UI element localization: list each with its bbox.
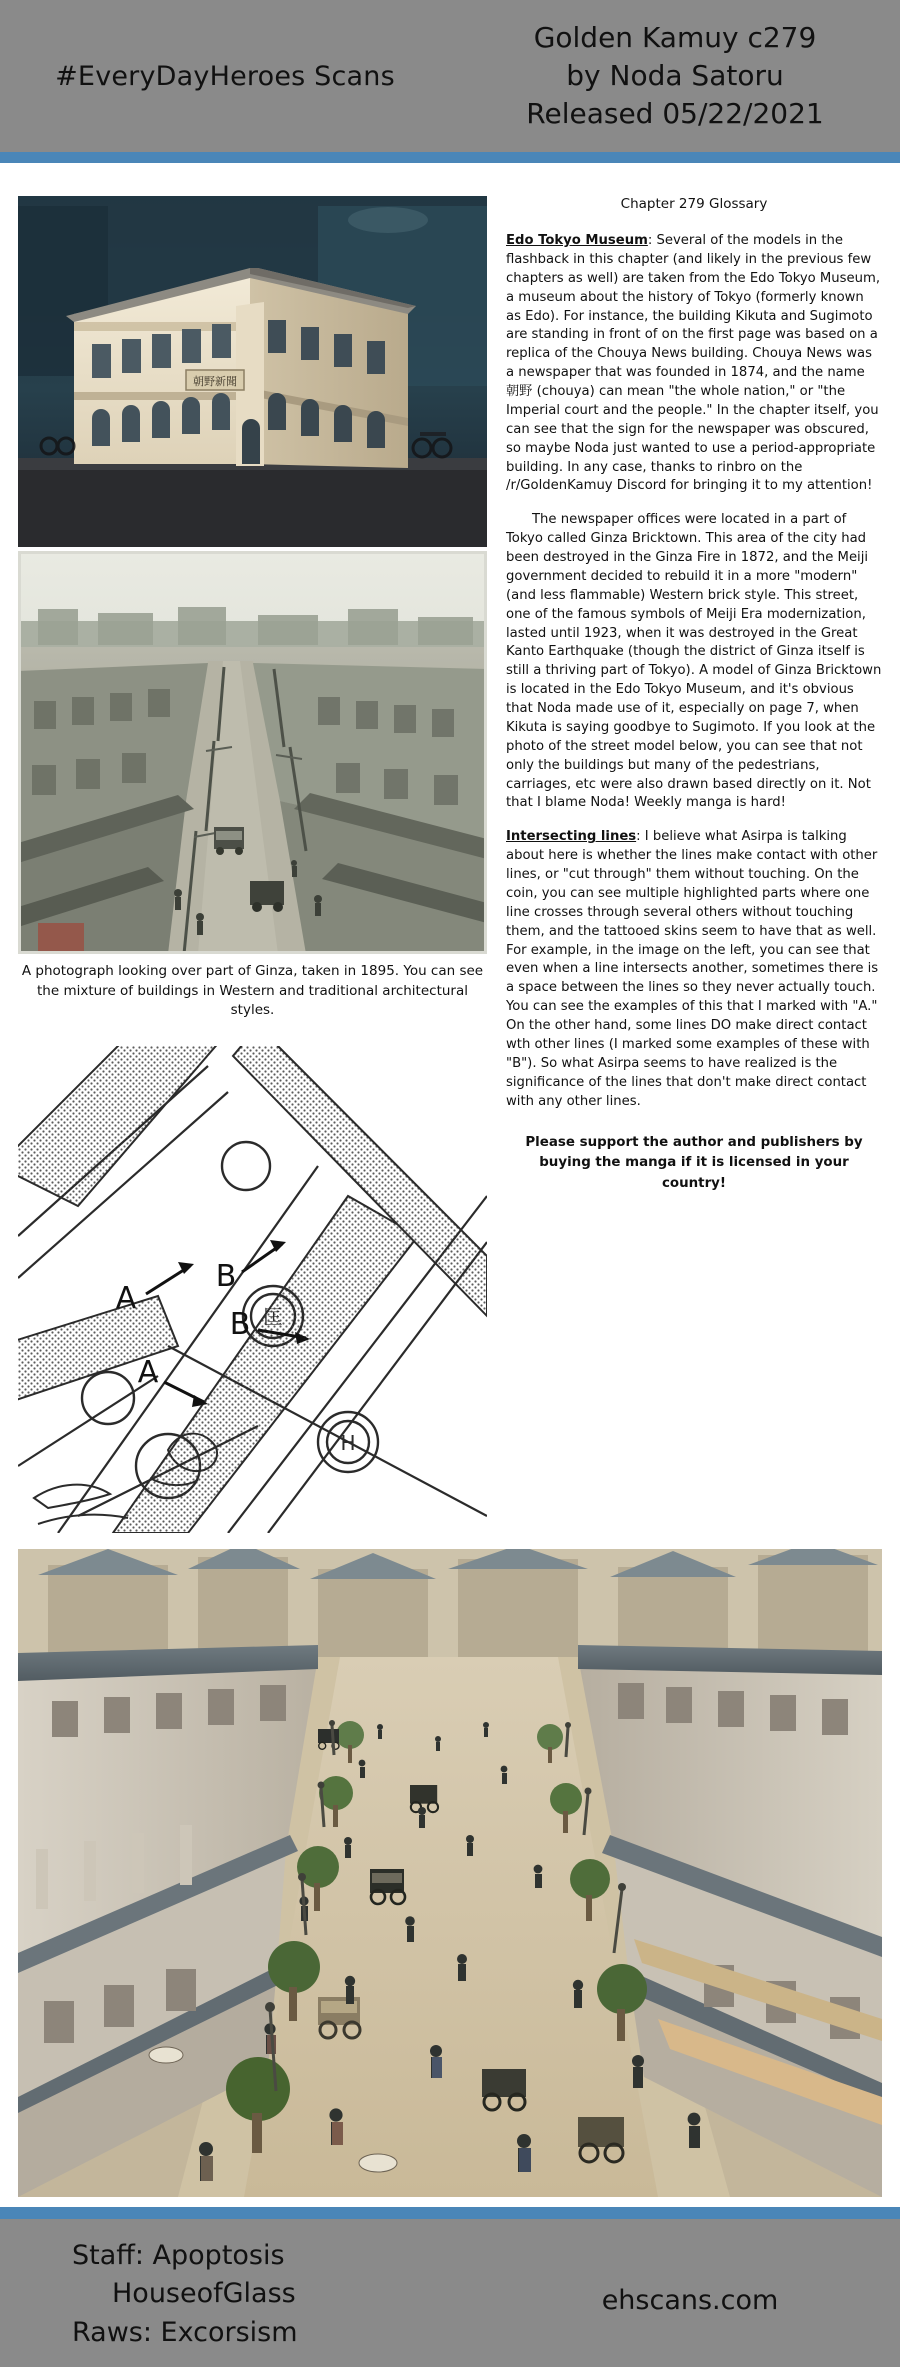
building-photo-art (18, 196, 487, 547)
glossary-title: Chapter 279 Glossary (620, 196, 768, 212)
glossary-term-intersecting-lines: Intersecting lines (506, 829, 637, 845)
svg-text:匡: 匡 (263, 1305, 283, 1329)
footer-accent-rule (0, 2207, 900, 2219)
glossary-entry-edo-museum (506, 232, 882, 496)
header-accent-rule (0, 152, 900, 163)
glossary-body-edo-museum: : Several of the models in the flashback in this chapter (and likely in the previous few chapters as well) are taken from the Edo Tokyo Museum, a museum about the history of Tokyo (formerly known as Edo). For instance, the building Kikuta and Sugimoto are standing in front of on the first page was based on a replica of the Chouya News building. Chouya News was a newspaper that was founded in 1874, and the name 朝野 (chouya) can mean "the whole nation," or "the Imperial court and the people." In the chapter itself, you can see that the sign for the newspaper was obscured, so maybe Noda just wanted to use a period-appropriate building. In any case, thanks to rinbro on the /r/GoldenKamuy Discord for bringing it to my attention! (506, 233, 881, 494)
glossary-term-edo-museum: Edo Tokyo Museum (506, 233, 648, 248)
header-spacer (0, 163, 900, 190)
tattoo-lines-diagram (18, 1046, 487, 1533)
page-footer (0, 2219, 900, 2367)
ginza-bricktown-model-photo (18, 1549, 882, 2197)
staff-line-2: HouseofGlass (112, 2278, 296, 2310)
support-message: Please support the author and publishers by buying the manga if it is licensed in your country! (525, 1135, 863, 1191)
staff-line-3: Raws: Excorsism (72, 2316, 298, 2348)
glossary-body-intersecting-lines: : I believe what Asirpa is talking about here is whether the lines make contact with other lines, or "cut through" them without touching. On the coin, you can see multiple highlighted parts where one line crosses through several others without touching them, and the tattooed skins seem to have that as well. For example, in the image on the left, you can see that even when a line intersects another, sometimes there is a space between the lines so they never actually touch. You can see the examples of this that I marked with "A." On the other hand, some lines DO make direct contact wth other lines (I marked some examples of these with "B"). So what Asirpa seems to have realized is the significance of the lines that don't make direct contact with any other lines. (506, 829, 879, 1109)
svg-text:B: B (229, 1307, 251, 1342)
glossary-entry-intersecting-lines (506, 828, 882, 1111)
svg-text:H: H (340, 1431, 356, 1455)
release-line: Released 05/22/2021 (526, 97, 824, 131)
scan-group-banner (0, 0, 450, 152)
edo-museum-building-photo (18, 196, 487, 547)
svg-text:A: A (137, 1355, 159, 1390)
author-line: by Noda Satoru (566, 58, 784, 92)
svg-text:A: A (115, 1281, 137, 1316)
staff-credits (72, 2237, 492, 2352)
title-block (450, 0, 900, 152)
scan-group-label: #EveryDayHeroes Scans (55, 60, 395, 92)
ginza-photo-art (18, 551, 487, 954)
glossary-entry-ginza-bricktown (506, 511, 882, 813)
street-model-art (18, 1549, 882, 2197)
svg-text:B: B (215, 1259, 237, 1294)
chapter-title: Golden Kamuy c279 (533, 20, 817, 54)
svg-text:朝野新聞: 朝野新聞 (193, 375, 237, 388)
glossary-body-ginza-bricktown: The newspaper offices were located in a part of Tokyo called Ginza Bricktown. This area of the city had been destroyed in the Ginza Fire in 1872, and the Meiji government decided to rebuild it in a more "modern" (and less flammable) Western brick style. This street, one of the famous symbols of Meiji Era modernization, lasted until 1923, when it was destroyed in the Great Kanto Earthquake (though the district of Ginza itself is still a thriving part of Tokyo). A model of Ginza Bricktown is located in the Edo Tokyo Museum, and it's obvious that Noda made use of it, especially on page 7, when Kikuta is saying goodbye to Sugimoto. If you look at the photo of the street model below, you can see that not only the buildings but many of the pedestrians, carriages, etc were also drawn based directly on it. Not that I blame Noda! Weekly manga is hard! (506, 512, 882, 811)
staff-line-1: Staff: Apoptosis (72, 2240, 285, 2271)
ginza-photo-caption: A photograph looking over part of Ginza, taken in 1895. You can see the mixture of buildings in Western and traditional architectural styles. (21, 963, 484, 1019)
ginza-1895-photograph (18, 551, 487, 954)
glossary-column (506, 196, 882, 1194)
website-label: ehscans.com (601, 2285, 779, 2316)
page-header (0, 0, 900, 152)
coin-diagram-art (18, 1046, 487, 1533)
